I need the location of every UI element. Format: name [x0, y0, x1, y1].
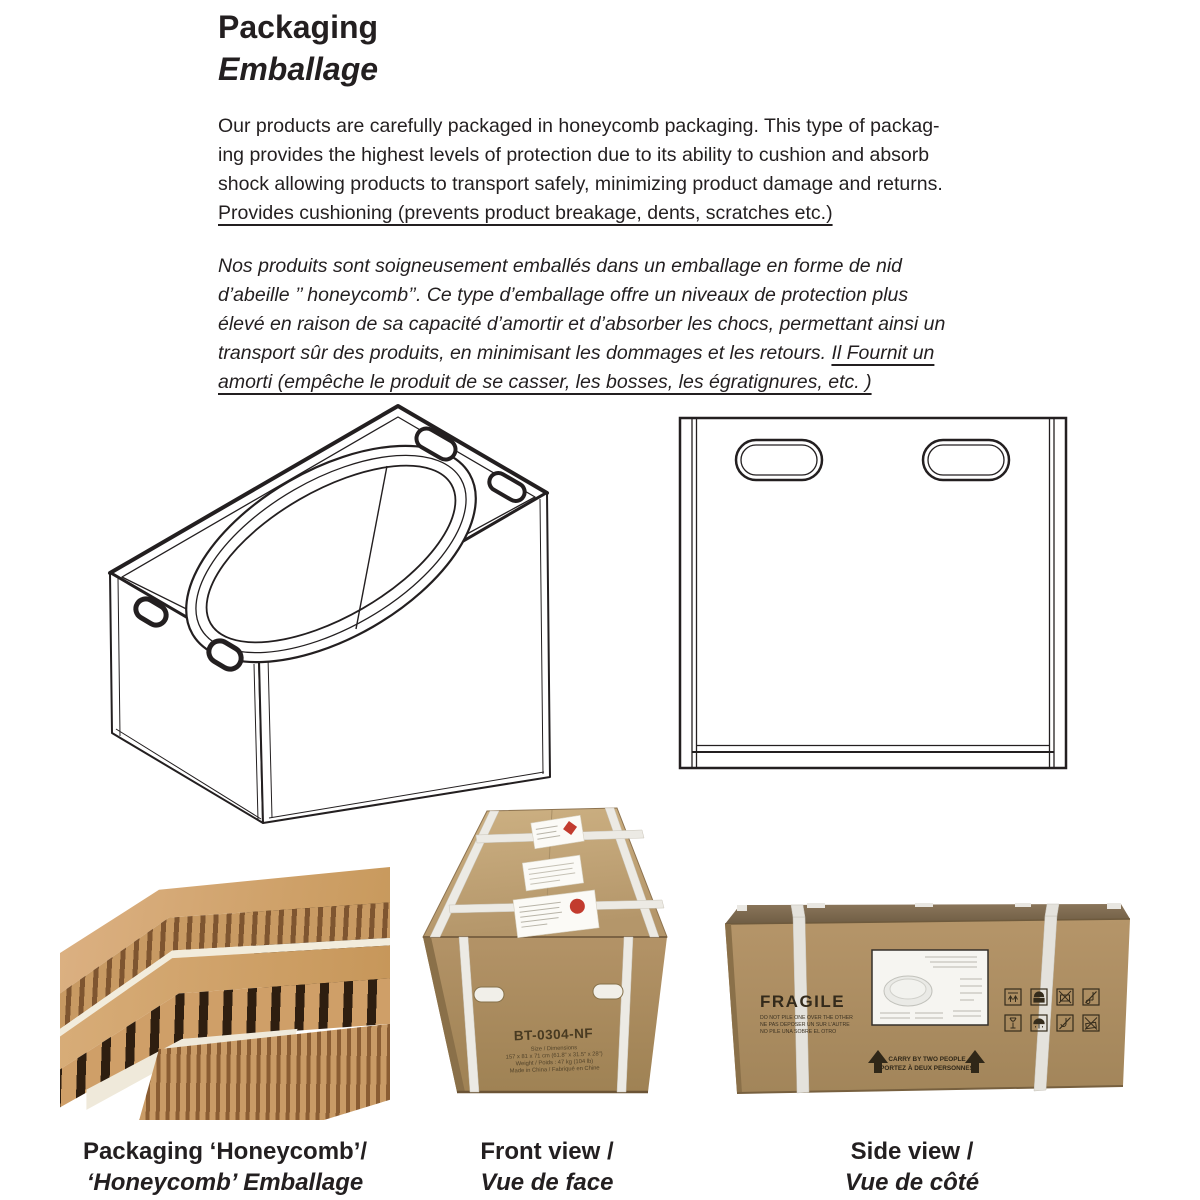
spec-line: Weight / Poids : 47 kg (104 lb) — [515, 1058, 594, 1068]
caption-side-view — [722, 1136, 1102, 1198]
handle-cutout-icon — [593, 984, 623, 999]
intro-fr-line-2: d’abeille ’’ honeycomb’’. Ce type d’emballage offre un niveaux de protection plus — [218, 284, 909, 306]
intro-fr-line-5: amorti (empêche le produit de se casser, les bosses, les égratignures, etc. ) — [218, 371, 872, 393]
warning-line: NE PAS DEPOSER UN SUR L'AUTRE — [760, 1022, 850, 1028]
intro-en-line-2: ing provides the highest levels of protection due to its ability to cushion and absorb — [218, 144, 930, 166]
intro-en-underlined: Provides cushioning (prevents product breakage, dents, scratches etc.) — [218, 202, 833, 224]
caption-line-2: Vue de côté — [844, 1169, 980, 1196]
intro-english — [218, 112, 943, 228]
product-label — [872, 950, 988, 1025]
spec-line: 157 x 81 x 71 cm (61.8" x 31.5" x 28") — [505, 1051, 603, 1061]
caption-line-1: Side view / — [850, 1138, 974, 1165]
packaging-front-drawing — [678, 415, 1068, 771]
handle-cutout-icon — [474, 987, 504, 1002]
caption-front-view — [357, 1136, 737, 1198]
intro-fr-line-4: transport sûr des produits, en minimisant les dommages et les retours. Il Fournit un — [218, 342, 935, 364]
front-view-photo — [420, 795, 670, 1135]
intro-fr-line-3: élevé en raison de sa capacité d’amortir et d’absorber les chocs, permettant ainsi un — [218, 313, 946, 335]
carry-line: CARRY BY TWO PEOPLE — [888, 1056, 966, 1063]
warning-line: NO PILE UNA SOBRE EL OTRO — [760, 1029, 837, 1035]
caption-line-1: Packaging ‘Honeycomb’/ — [82, 1138, 368, 1165]
intro-en-line-1: Our products are carefully packaged in honeycomb packaging. This type of packag- — [218, 115, 940, 137]
spec-line: Made in China / Fabriqué en Chine — [509, 1065, 600, 1075]
intro-en-line-3: shock allowing products to transport safely, minimizing product damage and returns. — [218, 173, 943, 195]
title-block — [218, 6, 378, 90]
caption-line-2: Vue de face — [480, 1169, 614, 1196]
side-view-photo — [715, 903, 1135, 1100]
fragile-text: FRAGILE — [760, 992, 846, 1011]
page-title: Packaging — [218, 9, 379, 45]
intro-fr-line-1: Nos produits sont soigneusement emballés dans un emballage en forme de nid — [218, 255, 902, 277]
carry-line: PORTEZ À DEUX PERSONNES — [880, 1065, 974, 1072]
spec-line: Size / Dimensions — [530, 1045, 578, 1053]
warning-line: DO NOT PILE ONE OVER THE OTHER — [760, 1015, 853, 1021]
packaging-isometric-drawing — [88, 392, 573, 832]
caption-line-2: ‘Honeycomb’ Emballage — [86, 1169, 364, 1196]
model-number: BT-0304-NF — [513, 1025, 594, 1044]
honeycomb-photo — [60, 867, 390, 1120]
intro-french — [218, 252, 945, 397]
caption-line-1: Front view / — [480, 1138, 614, 1165]
page-subtitle: Emballage — [218, 51, 379, 87]
